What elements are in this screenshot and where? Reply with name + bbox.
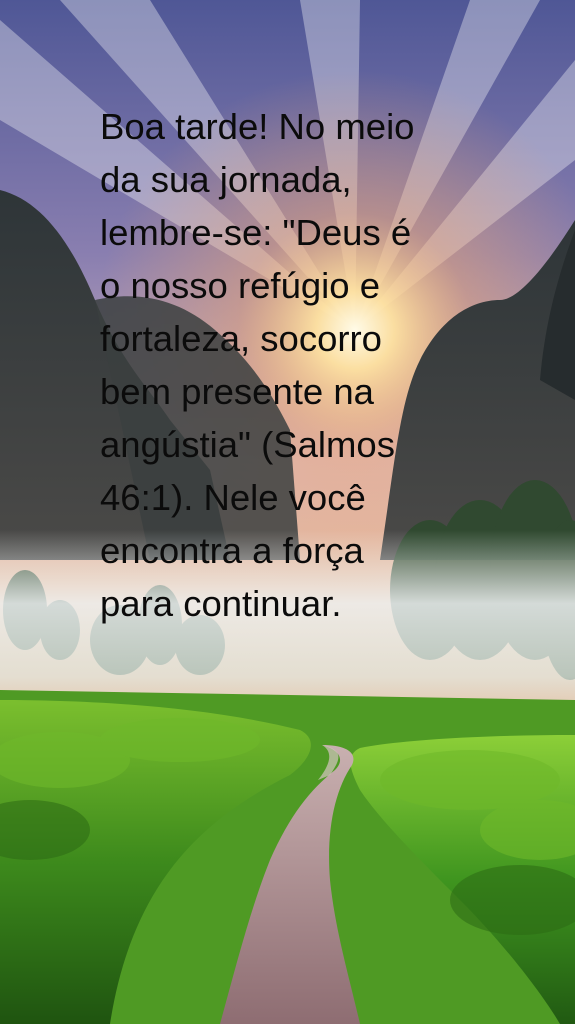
- message-line: para continuar.: [100, 583, 342, 624]
- message-line: encontra a força: [100, 530, 364, 571]
- message-line: Boa tarde! No meio: [100, 106, 415, 147]
- greeting-message: [100, 100, 520, 630]
- message-line: fortaleza, socorro: [100, 318, 382, 359]
- message-line: 46:1). Nele você: [100, 477, 366, 518]
- message-line: lembre-se: "Deus é: [100, 212, 412, 253]
- message-line: angústia" (Salmos: [100, 424, 395, 465]
- message-line: da sua jornada,: [100, 159, 352, 200]
- message-line: o nosso refúgio e: [100, 265, 381, 306]
- message-line: bem presente na: [100, 371, 374, 412]
